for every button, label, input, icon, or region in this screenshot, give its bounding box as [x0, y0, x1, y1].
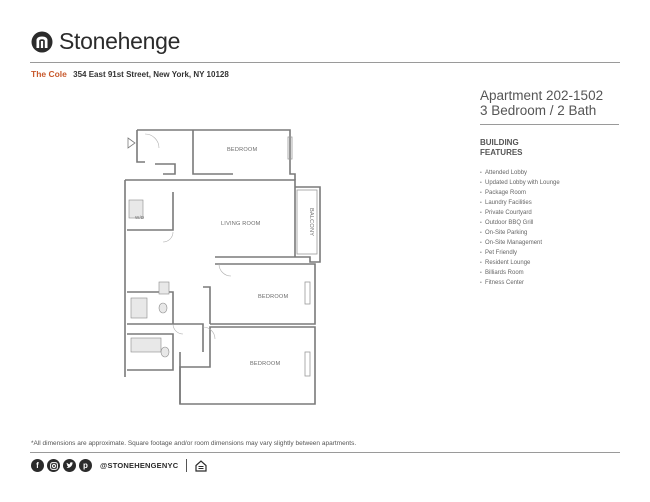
feature-item: • Resident Lounge: [480, 260, 565, 267]
room-label-bedroom-top: BEDROOM: [227, 147, 258, 153]
equal-housing-icon: [195, 460, 207, 472]
feature-item: • Laundry Facilities: [480, 200, 565, 207]
features-list: [480, 170, 620, 287]
apartment-layout: 3 Bedroom / 2 Bath: [480, 103, 597, 118]
brand-logo[interactable]: [31, 28, 180, 55]
facebook-icon[interactable]: f: [31, 459, 44, 472]
floor-plan: [115, 112, 345, 410]
social-handle[interactable]: @STONEHENGENYC: [100, 461, 179, 470]
room-label-living-room: LIVING ROOM: [221, 221, 261, 227]
feature-item: • On-Site Management: [480, 240, 565, 247]
feature-item: • Outdoor BBQ Grill: [480, 220, 565, 227]
feature-item: • Private Courtyard: [480, 210, 565, 217]
footer-divider: [30, 452, 620, 453]
building-name: The Cole: [31, 69, 67, 79]
apartment-number: Apartment 202-1502: [480, 88, 604, 103]
brand-name: Stonehenge: [59, 28, 181, 54]
room-label-bedroom-middle: BEDROOM: [258, 294, 289, 300]
property-address: [31, 69, 229, 79]
instagram-icon[interactable]: [47, 459, 60, 472]
disclaimer: *All dimensions are approximate. Square footage and/or room dimensions may vary slightly between apartments.: [31, 440, 357, 447]
social-links: [31, 459, 92, 472]
footer-separator: [186, 459, 187, 472]
feature-item: • Pet Friendly: [480, 250, 565, 257]
header-divider: [30, 62, 620, 63]
stonehenge-logo-icon: [31, 31, 53, 53]
room-label-bedroom-bottom: BEDROOM: [250, 361, 281, 367]
room-label-wd: W/D: [135, 215, 145, 220]
room-label-balcony: BALCONY: [308, 208, 314, 237]
features-heading: BUILDING FEATURES: [480, 138, 523, 157]
apartment-details: [480, 88, 620, 290]
feature-item: • Attended Lobby: [480, 170, 565, 177]
feature-item: • Updated Lobby with Lounge: [480, 180, 565, 187]
floor-plan-drawing: [115, 112, 345, 410]
feature-item: • Billiards Room: [480, 270, 565, 277]
feature-item: • Fitness Center: [480, 280, 565, 287]
twitter-icon[interactable]: [63, 459, 76, 472]
sidebar-divider: [480, 124, 619, 125]
pinterest-icon[interactable]: p: [79, 459, 92, 472]
street-address: 354 East 91st Street, New York, NY 10128: [73, 70, 229, 79]
feature-item: • On-Site Parking: [480, 230, 565, 237]
footer: [31, 459, 207, 472]
feature-item: • Package Room: [480, 190, 565, 197]
